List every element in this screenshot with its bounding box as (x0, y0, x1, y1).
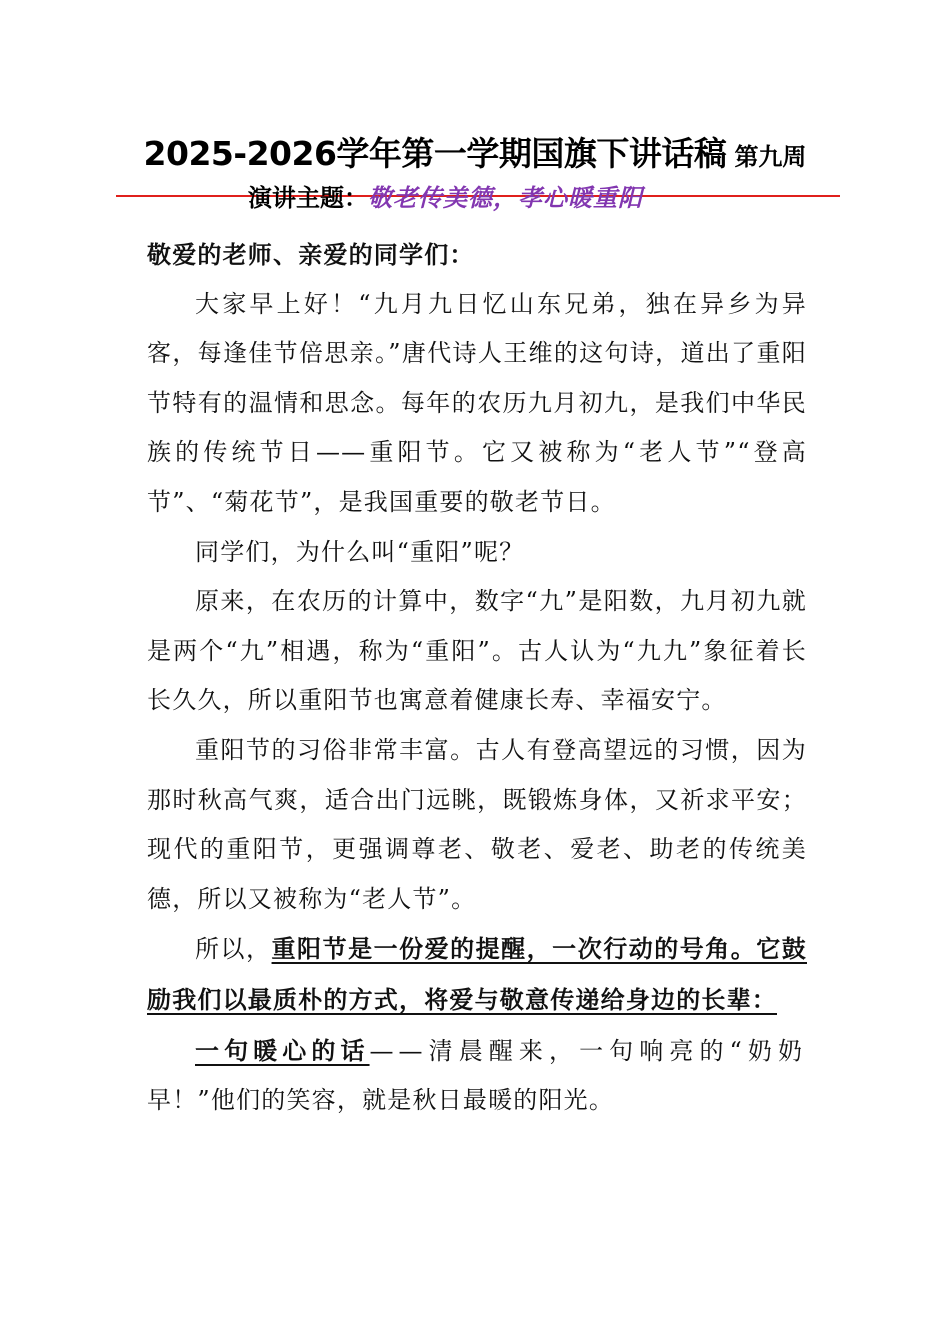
speech-theme (248, 178, 643, 213)
salutation: 敬爱的老师、亲爱的同学们： (147, 240, 475, 269)
paragraph-5 (147, 924, 807, 1025)
theme-text: 敬老传美德，孝心暖重阳 (368, 183, 643, 212)
title-week: 第九周 (734, 142, 807, 171)
paragraph-6-rest-a: ——清晨醒来，一句响亮的“奶奶 (369, 1036, 807, 1065)
document-title (0, 128, 950, 175)
paragraph-5-lead: 所以， (195, 935, 272, 964)
paragraph-6-rest-b: 早！”他们的笑容，就是秋日最暖的阳光。 (147, 1086, 615, 1115)
theme-label: 演讲主题： (248, 184, 368, 212)
title-main: 2025-2026学年第一学期国旗下讲话稿 (143, 134, 727, 173)
paragraph-4: 重阳节的习俗非常丰富。古人有登高望远的习惯，因为那时秋高气爽，适合出门远眺，既锻炼身体，又祈求平安；现代的重阳节，更强调尊老、敬老、爱老、助老的传统美德，所以又被称为“老人节”。 (147, 735, 807, 913)
paragraph-3: 原来，在农历的计算中，数字“九”是阳数，九月初九就是两个“九”相遇，称为“重阳”。古人认为“九九”象征着长长久久，所以重阳节也寓意着健康长寿、幸福安宁。 (147, 587, 807, 715)
paragraph-1: 大家早上好！“九月九日忆山东兄弟，独在异乡为异客，每逢佳节倍思亲。”唐代诗人王维的这句诗，道出了重阳节特有的温情和思念。每年的农历九月初九，是我们中华民族的传统节日——重阳节。它又被称为“老人节”“登高节”、“菊花节”，是我国重要的敬老节日。 (147, 289, 807, 516)
paragraph-2: 同学们，为什么叫“重阳”呢？ (195, 537, 525, 566)
paragraph-6-emphasis: 一句暖心的话 (195, 1035, 370, 1065)
paragraph-5-emphasis: 重阳节是一份爱的提醒，一次行动的号角。它鼓励我们以最质朴的方式，将爱与敬意传递给身边的长辈： (147, 934, 807, 1014)
paragraph-6 (147, 1026, 807, 1126)
speech-body (147, 230, 807, 1126)
